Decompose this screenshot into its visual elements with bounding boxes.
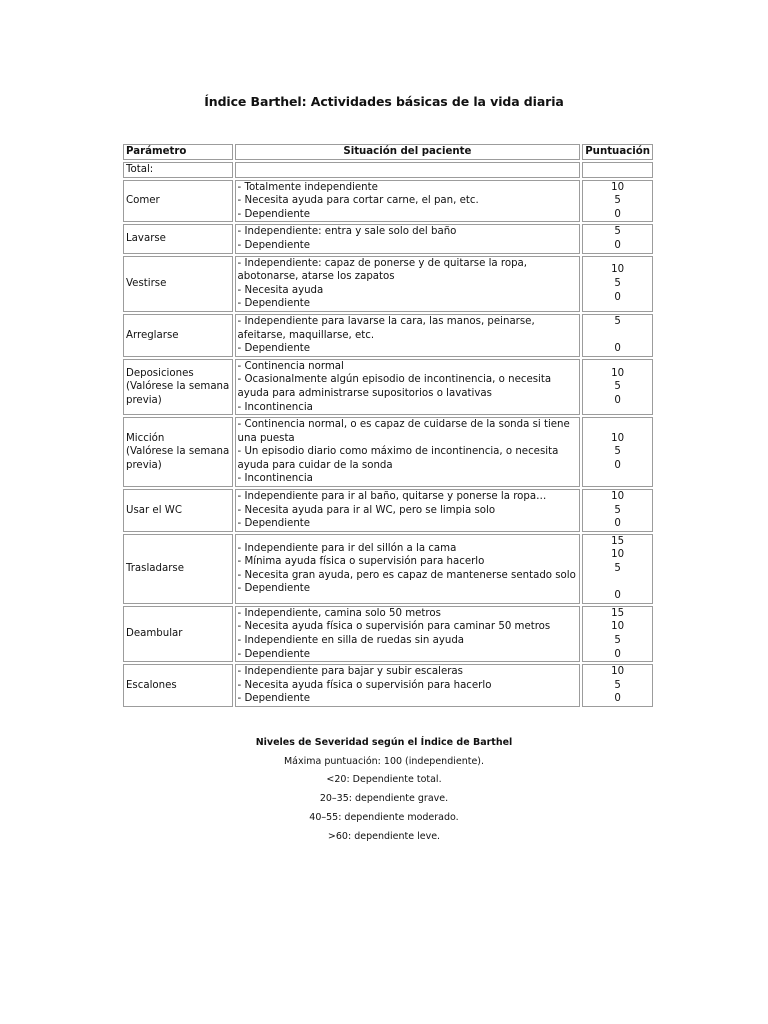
situation-cell (235, 224, 581, 253)
situation-cell (235, 534, 581, 604)
score-value: 0 (614, 291, 621, 303)
situation-cell (235, 489, 581, 532)
score-value: 0 (614, 343, 621, 355)
table-row (123, 359, 653, 415)
situation-option: - Independiente para ir del sillón a la cama (237, 542, 457, 554)
parameter-cell (123, 314, 233, 357)
score-value: 5 (614, 563, 621, 575)
score-cell (582, 359, 653, 415)
severity-line: 20–35: dependiente grave. (319, 793, 449, 805)
parameter-cell (123, 224, 233, 253)
table-row (123, 664, 653, 707)
parameter-cell (123, 359, 233, 415)
situation-option: - Independiente, camina solo 50 metros (237, 607, 441, 619)
parameter-label: Micción (126, 432, 165, 444)
score-value (585, 329, 650, 343)
score-value: 5 (614, 315, 621, 327)
situation-option: - Dependiente (237, 518, 311, 530)
score-value: 0 (614, 518, 621, 530)
situation-option: - Independiente para lavarse la cara, las manos, peinarse, afeitarse, maquillarse, etc. (237, 315, 535, 341)
situation-cell (235, 256, 581, 312)
score-cell (582, 180, 653, 223)
score-value: 10 (611, 621, 625, 633)
score-value: 15 (611, 607, 625, 619)
situation-option: - Dependiente (237, 343, 311, 355)
situation-option: - Dependiente (237, 208, 311, 220)
score-value: 10 (611, 666, 625, 678)
score-value: 5 (614, 446, 621, 458)
parameter-cell (123, 256, 233, 312)
page-title: Índice Barthel: Actividades básicas de la vida diaria (204, 94, 564, 109)
table-row (123, 417, 653, 487)
severity-levels (0, 734, 768, 846)
score-cell (582, 606, 653, 662)
score-value: 15 (611, 535, 625, 547)
header-score: Puntuación (582, 144, 653, 160)
severity-line: Máxima puntuación: 100 (independiente). (283, 755, 485, 767)
parameter-cell (123, 489, 233, 532)
parameter-label: Trasladarse (126, 563, 185, 575)
situation-option: - Independiente: capaz de ponerse y de quitarse la ropa, abotonarse, atarse los zapatos (237, 257, 528, 283)
score-value: 10 (611, 491, 625, 503)
parameter-cell (123, 417, 233, 487)
parameter-label: Deposiciones (126, 367, 194, 379)
situation-cell (235, 606, 581, 662)
situation-option: - Totalmente independiente (237, 181, 378, 193)
situation-option: - Dependiente (237, 239, 311, 251)
score-value: 10 (611, 432, 625, 444)
situation-option: - Incontinencia (237, 473, 313, 485)
total-label: Total: (123, 162, 233, 178)
score-value: 0 (614, 208, 621, 220)
barthel-table (121, 142, 655, 709)
situation-option: - Necesita gran ayuda, pero es capaz de mantenerse sentado solo (237, 569, 576, 581)
score-value: 5 (614, 381, 621, 393)
table-body (123, 162, 653, 707)
table-row (123, 314, 653, 357)
parameter-label: (Valórese la semana previa) (126, 381, 230, 406)
table-row (123, 224, 653, 253)
score-value: 5 (614, 504, 621, 516)
situation-option: - Necesita ayuda física o supervisión para caminar 50 metros (237, 621, 551, 633)
header-parameter: Parámetro (123, 144, 233, 160)
parameter-label: Arreglarse (126, 329, 179, 341)
score-cell (582, 314, 653, 357)
situation-option: - Dependiente (237, 298, 311, 310)
situation-option: - Dependiente (237, 583, 311, 595)
situation-cell (235, 180, 581, 223)
score-value: 10 (611, 549, 625, 561)
situation-option: - Necesita ayuda física o supervisión para hacerlo (237, 679, 492, 691)
severity-line: >60: dependiente leve. (327, 830, 441, 842)
severity-title: Niveles de Severidad según el Índice de Barthel (255, 737, 513, 748)
score-value: 5 (614, 195, 621, 207)
situation-option: - Un episodio diario como máximo de incontinencia, o necesita ayuda para cuidar de la sonda (237, 446, 559, 471)
parameter-label: Deambular (126, 628, 183, 640)
situation-cell (235, 664, 581, 707)
parameter-label: (Valórese la semana previa) (126, 446, 230, 471)
situation-option: - Dependiente (237, 648, 311, 660)
score-value: 0 (614, 590, 621, 602)
score-value: 0 (614, 239, 621, 251)
table-row (123, 534, 653, 604)
situation-cell (235, 417, 581, 487)
parameter-label: Lavarse (126, 233, 166, 245)
parameter-cell (123, 534, 233, 604)
table-row (123, 256, 653, 312)
situation-option: - Ocasionalmente algún episodio de incontinencia, o necesita ayuda para administrarse supositorios o lavativas (237, 374, 552, 399)
score-value: 10 (611, 181, 625, 193)
score-cell (582, 256, 653, 312)
score-value: 5 (614, 226, 621, 238)
parameter-cell (123, 180, 233, 223)
score-value: 5 (614, 277, 621, 289)
header-situation: Situación del paciente (235, 144, 581, 160)
score-value: 10 (611, 264, 625, 276)
total-row (123, 162, 653, 178)
score-cell (582, 534, 653, 604)
parameter-label: Escalones (126, 679, 177, 691)
situation-option: - Mínima ayuda física o supervisión para hacerlo (237, 556, 485, 568)
situation-option: - Necesita ayuda para cortar carne, el pan, etc. (237, 195, 479, 207)
total-empty-cell (235, 162, 581, 178)
situation-option: - Continencia normal, o es capaz de cuidarse de la sonda si tiene una puesta (237, 419, 570, 444)
score-value (585, 576, 650, 590)
situation-option: - Independiente: entra y sale solo del baño (237, 226, 457, 238)
score-cell (582, 417, 653, 487)
situation-cell (235, 359, 581, 415)
situation-option: - Necesita ayuda para ir al WC, pero se limpia solo (237, 504, 496, 516)
parameter-cell (123, 664, 233, 707)
situation-option: - Independiente en silla de ruedas sin ayuda (237, 635, 465, 646)
score-cell (582, 224, 653, 253)
score-value: 0 (614, 394, 621, 406)
table-header-row (123, 144, 653, 160)
parameter-label: Comer (126, 195, 160, 207)
score-value: 0 (614, 459, 621, 471)
score-cell (582, 664, 653, 707)
severity-line: <20: Dependiente total. (326, 774, 442, 786)
situation-option: - Necesita ayuda (237, 284, 324, 296)
table-row (123, 489, 653, 532)
situation-option: - Incontinencia (237, 401, 313, 413)
score-value: 0 (614, 693, 621, 705)
severity-line: 40–55: dependiente moderado. (309, 811, 459, 823)
situation-option: - Independiente para ir al baño, quitarse y ponerse la ropa… (237, 491, 547, 503)
table-row (123, 180, 653, 223)
score-value: 5 (614, 635, 621, 646)
parameter-cell (123, 606, 233, 662)
score-value: 0 (614, 648, 621, 660)
score-value: 10 (611, 367, 625, 379)
table-row (123, 606, 653, 662)
situation-option: - Dependiente (237, 693, 311, 705)
score-cell (582, 489, 653, 532)
situation-option: - Independiente para bajar y subir escaleras (237, 666, 463, 678)
situation-option: - Continencia normal (237, 360, 344, 372)
score-value: 5 (614, 679, 621, 691)
parameter-label: Vestirse (126, 277, 167, 289)
situation-cell (235, 314, 581, 357)
parameter-label: Usar el WC (126, 504, 182, 516)
total-value (582, 162, 653, 178)
